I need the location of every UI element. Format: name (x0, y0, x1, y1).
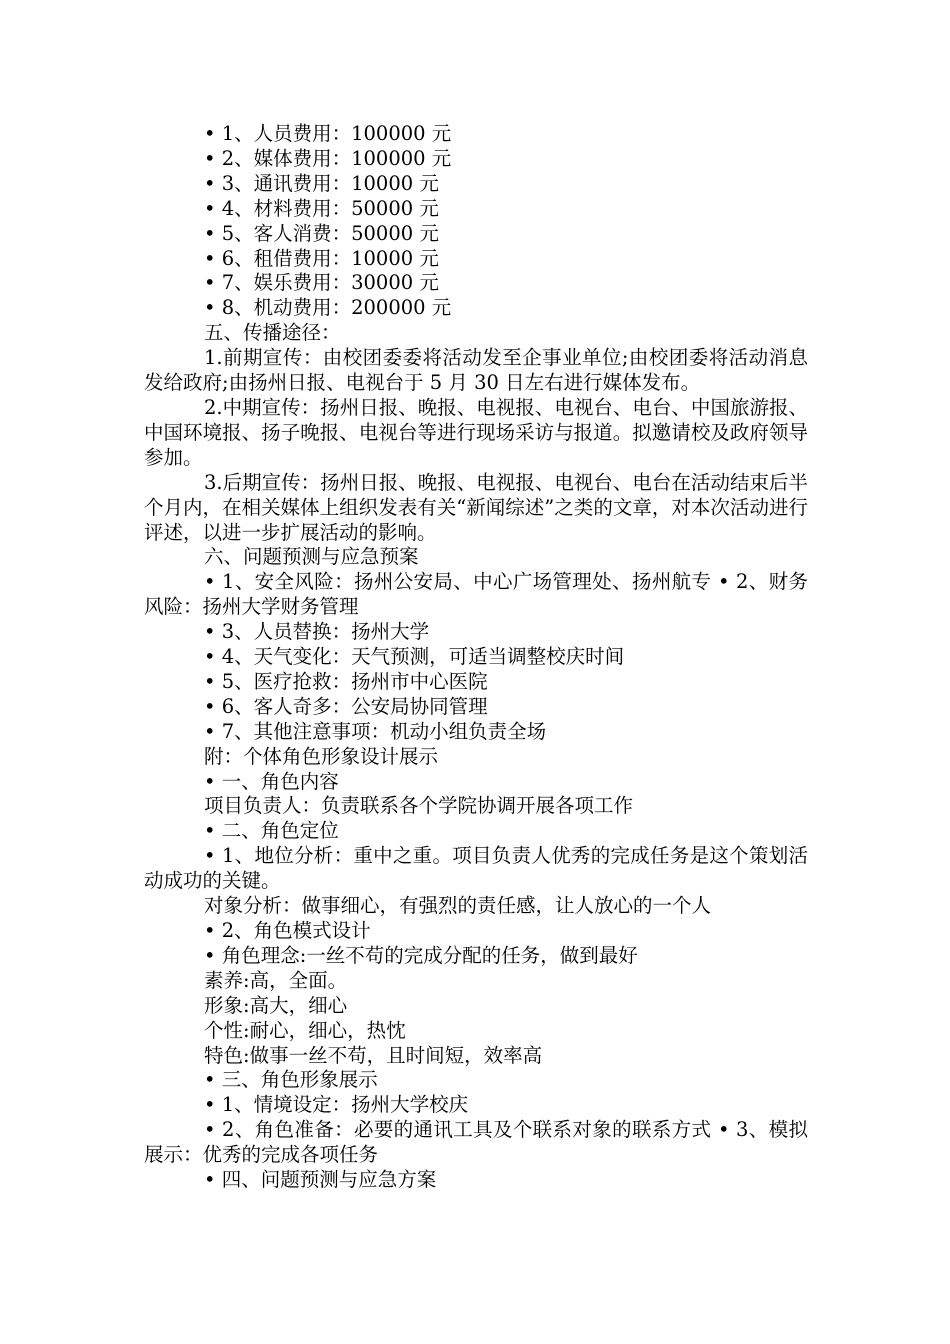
role-content-text: 项目负责人：负责联系各个学院协调开展各项工作 (204, 794, 634, 818)
target-analysis: 对象分析：做事细心，有强烈的责任感，让人放心的一个人 (204, 894, 712, 918)
risk-item-6: • 6、客人奇多：公安局协同管理 (204, 694, 488, 718)
role-mode-heading: • 2、角色模式设计 (204, 919, 371, 942)
role-concept: • 角色理念:一丝不苟的完成分配的任务，做到最好 (204, 943, 638, 967)
budget-item-7: • 7、娱乐费用：30000 元 (204, 271, 439, 295)
budget-item-2: • 2、媒体费用：100000 元 (204, 146, 452, 170)
document-body (144, 122, 808, 1193)
budget-item-8: • 8、机动费用：200000 元 (204, 296, 452, 320)
risk-item-3: • 3、人员替换：扬州大学 (204, 620, 430, 644)
risk-item-7: • 7、其他注意事项：机动小组负责全场 (204, 719, 547, 743)
budget-item-3: • 3、通讯费用：10000 元 (204, 171, 439, 195)
budget-item-5: • 5、客人消费：50000 元 (204, 221, 439, 245)
paragraph-mid-publicity: 2.中期宣传：扬州日报、晚报、电视报、电视台、电台、中国旅游报、中国环境报、扬子晚报、电视台等进行现场采访与报道。拟邀请校及政府领导参加。 (144, 395, 808, 469)
status-analysis: • 1、地位分析：重中之重。项目负责人优秀的完成任务是这个策划活动成功的关键。 (144, 844, 808, 893)
budget-item-4: • 4、材料费用：50000 元 (204, 196, 439, 220)
role-content-heading: • 一、角色内容 (204, 769, 339, 793)
role-display-heading: • 三、角色形象展示 (204, 1068, 378, 1092)
section-heading-6: 六、问题预测与应急预案 (204, 545, 419, 569)
risk-item-5: • 5、医疗抢救：扬州市中心医院 (204, 669, 488, 693)
role-feature: 特色:做事一丝不苟，且时间短，效率高 (204, 1043, 543, 1067)
section-heading-5: 五、传播途径： (204, 321, 341, 345)
role-prep-and-simulation: • 2、角色准备：必要的通讯工具及个联系对象的联系方式 • 3、模拟展示：优秀的完成各项任务 (144, 1118, 808, 1167)
role-image: 形象:高大，细心 (204, 993, 348, 1017)
budget-item-1: • 1、人员费用：100000 元 (204, 122, 452, 145)
risk-items-1-2: • 1、安全风险：扬州公安局、中心广场管理处、扬州航专 • 2、财务风险：扬州大学财务管理 (144, 570, 808, 619)
risk-item-4: • 4、天气变化：天气预测，可适当调整校庆时间 (204, 645, 625, 669)
budget-item-6: • 6、租借费用：10000 元 (204, 246, 439, 270)
scenario-setting: • 1、情境设定：扬州大学校庆 (204, 1093, 469, 1117)
paragraph-early-publicity: 1.前期宣传：由校团委委将活动发至企事业单位;由校团委将活动消息发给政府;由扬州日报、电视台于 5 月 30 日左右进行媒体发布。 (144, 346, 808, 395)
paragraph-late-publicity: 3.后期宣传：扬州日报、晚报、电视报、电视台、电台在活动结束后半个月内，在相关媒体上组织发表有关“新闻综述”之类的文章，对本次活动进行评述，以进一步扩展活动的影响。 (144, 470, 808, 544)
role-personality: 个性:耐心，细心，热忱 (204, 1018, 406, 1042)
contingency-heading: • 四、问题预测与应急方案 (204, 1168, 437, 1192)
role-literacy: 素养:高，全面。 (204, 968, 348, 992)
appendix-heading: 附：个体角色形象设计展示 (204, 744, 439, 768)
role-position-heading: • 二、角色定位 (204, 819, 339, 843)
